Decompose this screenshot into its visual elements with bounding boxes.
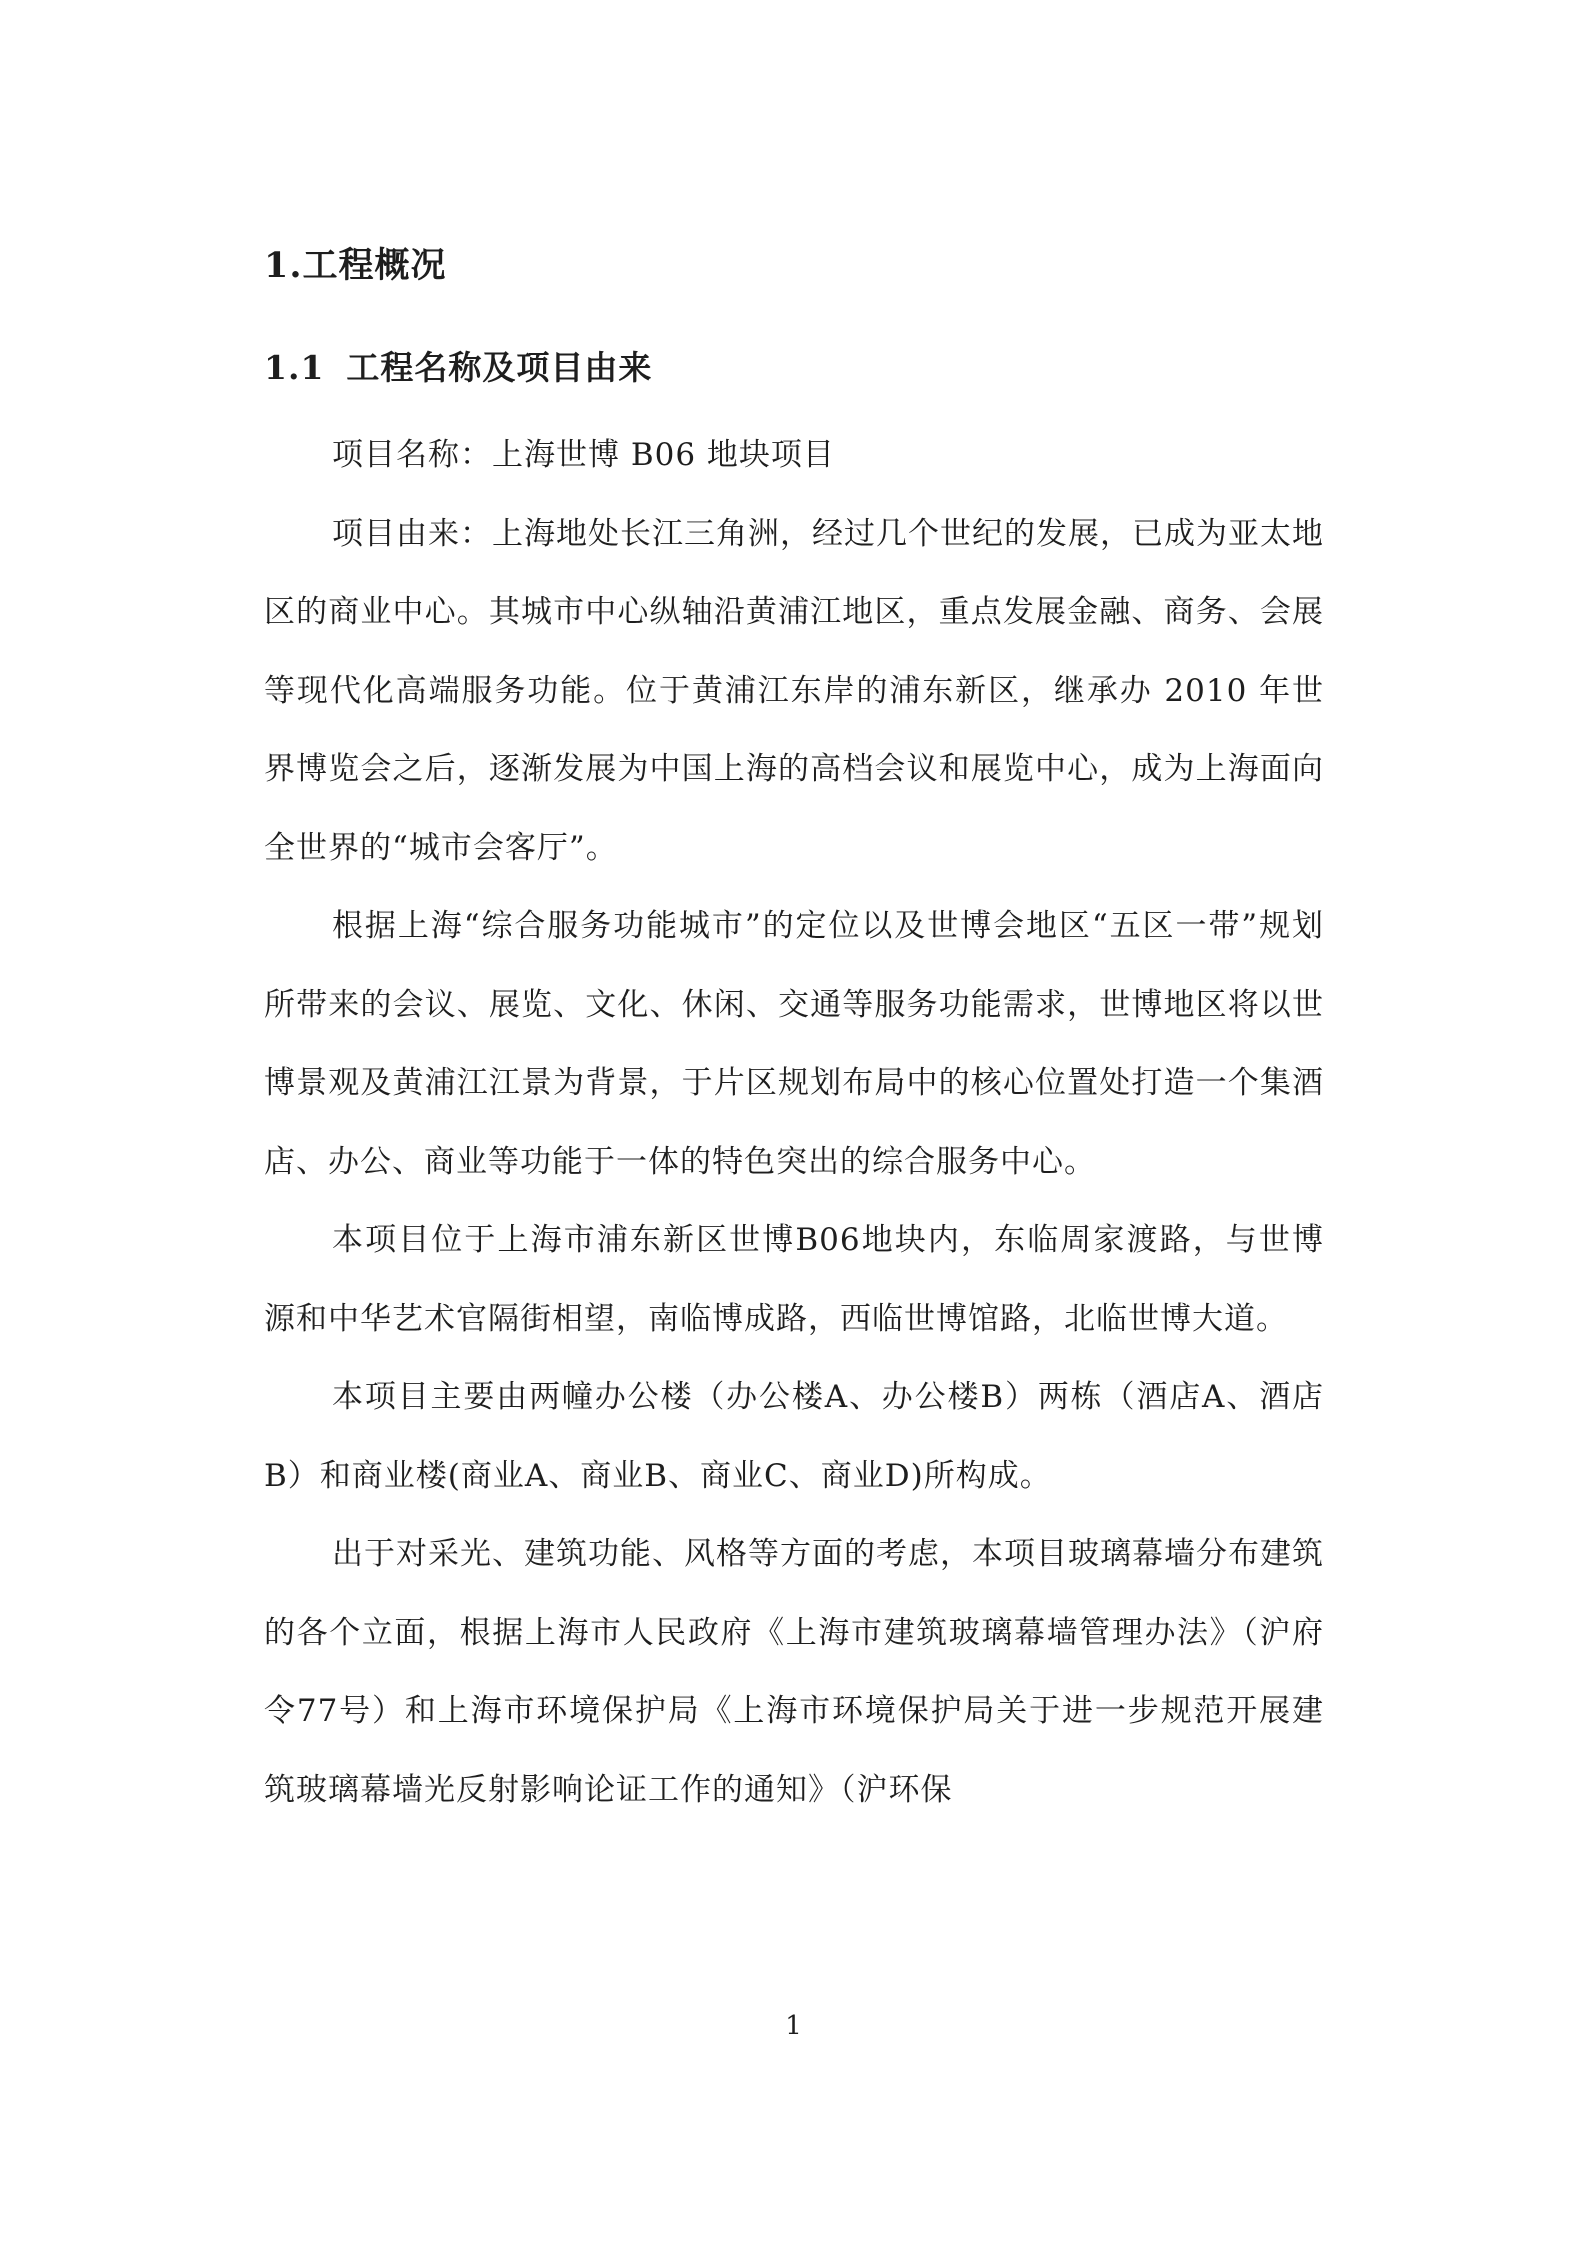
section-heading: 1.工程概况 bbox=[264, 245, 447, 286]
subsection-heading bbox=[264, 338, 1324, 398]
paragraph-project-name: 项目名称：上海世博 B06 地块项目 bbox=[332, 437, 835, 473]
page-content bbox=[264, 236, 1324, 1829]
paragraph-project-origin: 项目由来：上海地处长江三角洲，经过几个世纪的发展，已成为亚太地区的商业中心。其城市中心纵轴沿黄浦江地区，重点发展金融、商务、会展等现代化高端服务功能。位于黄浦江东岸的浦东新区，继承办 2010 年世界博览会之后，逐渐发展为中国上海的高档会议和展览中心，成为上海面向全世界的“城市会客厅”。 bbox=[264, 515, 1324, 866]
paragraph-composition: 本项目主要由两幢办公楼（办公楼A、办公楼B）两栋（酒店A、酒店B）和商业楼(商业A、商业B、商业C、商业D)所构成。 bbox=[264, 1379, 1324, 1494]
paragraph-glass-curtain-wall: 出于对采光、建筑功能、风格等方面的考虑，本项目玻璃幕墙分布建筑的各个立面，根据上海市人民政府《上海市建筑玻璃幕墙管理办法》（沪府令77号）和上海市环境保护局《上海市环境保护局关于进一步规范开展建筑玻璃幕墙光反射影响论证工作的通知》（沪环保 bbox=[264, 1536, 1324, 1808]
subsection-title: 工程名称及项目由来 bbox=[346, 348, 653, 387]
subsection-number: 1.1 bbox=[264, 348, 325, 387]
paragraph-location: 本项目位于上海市浦东新区世博B06地块内，东临周家渡路，与世博源和中华艺术官隔街相望，南临博成路，西临世博馆路，北临世博大道。 bbox=[264, 1222, 1324, 1337]
page-number: 1 bbox=[785, 2011, 802, 2041]
paragraph-planning: 根据上海“综合服务功能城市”的定位以及世博会地区“五区一带”规划所带来的会议、展览、文化、休闲、交通等服务功能需求，世博地区将以世博景观及黄浦江江景为背景，于片区规划布局中的核心位置处打造一个集酒店、办公、商业等功能于一体的特色突出的综合服务中心。 bbox=[264, 908, 1324, 1180]
